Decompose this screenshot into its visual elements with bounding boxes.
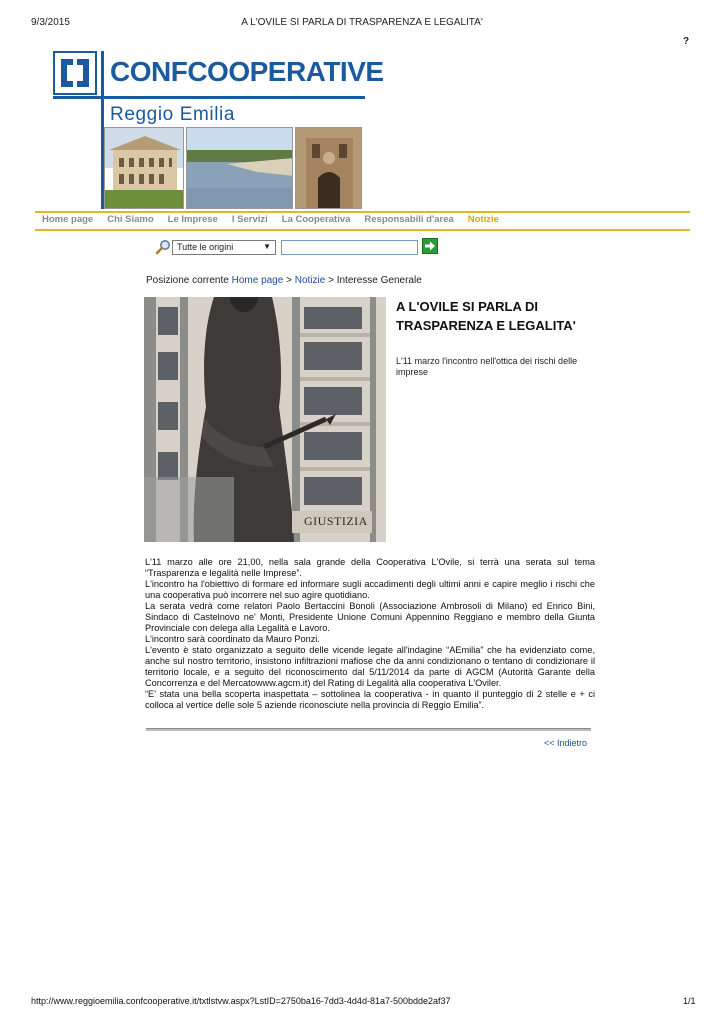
breadcrumb-notizie-link[interactable]: Notizie: [294, 275, 326, 286]
nav-border-bottom: [35, 229, 690, 231]
nav-item-home[interactable]: Home page: [42, 214, 94, 225]
main-nav: [42, 214, 513, 225]
paragraph: L'evento è stato organizzato a seguito delle vicende legate all'indagine “AEmilia” che ha evidenziato come, anche sul nostro territorio, insistono infiltrazioni mafiose che da anni condizionano o tentano di condizionare il territorio locale, e a seguito del riconoscimento dal 5/11/2014 da parte di AGCM (Autorità Garante della Concorrenza e del Mercatowww.agcm.it) del Rating di Legalità alla cooperativa L'Oviler.: [145, 645, 595, 688]
breadcrumb-current: Interesse Generale: [336, 275, 422, 286]
nav-border-top: [35, 211, 690, 213]
logo-underline: [53, 96, 365, 99]
article-image: [144, 297, 386, 542]
print-footer-url: http://www.reggioemilia.confcooperative.it/txtlstvw.aspx?LstID=2750ba16-7dd3-4d4d-81a7-500bdde2af37: [31, 996, 451, 1006]
origin-select[interactable]: [172, 240, 276, 255]
breadcrumb-home-link[interactable]: Home page: [231, 275, 284, 286]
print-date: 9/3/2015: [31, 17, 70, 28]
logo-region: Reggio Emilia: [110, 104, 236, 125]
search-input[interactable]: [281, 240, 418, 255]
paragraph: “E' stata una bella scoperta inaspettata – sottolinea la cooperativa - in quanto il punteggio di 2 stelle e + ci colloca al vertice delle sole 5 aziende riconosciute nella provincia di Reggio Emilia”.: [145, 689, 595, 710]
article-title: A L'OVILE SI PARLA DI TRASPARENZA E LEGALITA': [396, 299, 576, 333]
image-caption: GIUSTIZIA: [304, 514, 368, 528]
article-subtitle: L'11 marzo l'incontro nell'ottica dei rischi delle imprese: [396, 356, 578, 377]
nav-item-i-servizi[interactable]: I Servizi: [231, 214, 268, 225]
origin-select-value: Tutte le origini: [177, 242, 234, 252]
print-title: A L'OVILE SI PARLA DI TRASPARENZA E LEGALITA': [241, 17, 483, 28]
print-footer-page: 1/1: [683, 996, 696, 1006]
nav-item-la-cooperativa[interactable]: La Cooperativa: [281, 214, 351, 225]
search-icon: [155, 239, 171, 255]
arrow-right-icon: [423, 239, 437, 253]
nav-item-notizie[interactable]: Notizie: [467, 214, 499, 225]
paragraph: L'incontro sarà coordinato da Mauro Ponzi.: [145, 634, 320, 644]
back-link[interactable]: << Indietro: [544, 738, 588, 748]
breadcrumb: Posizione corrente Home page > Notizie > Interesse Generale: [146, 275, 422, 286]
nav-item-responsabili[interactable]: Responsabili d'area: [364, 214, 454, 225]
paragraph: La serata vedrà come relatori Paolo Bertaccini Bonoli (Associazione Ambrosoli di Milano) ed Enrico Bini, Sindaco di Castelnovo ne' Monti, Presidente Unione Comuni Appennino Reggiano e membro della Giunta Provinciale con delega alla Legalità e Lavoro.: [145, 601, 595, 633]
search-go-button[interactable]: [422, 238, 438, 254]
breadcrumb-label: Posizione corrente: [146, 275, 229, 286]
banner-photo-villa: [104, 127, 184, 209]
paragraph: L'11 marzo alle ore 21,00, nella sala grande della Cooperativa L'Ovile, si terrà una serata sul tema “Trasparenza e legalità nelle Imprese”.: [145, 557, 595, 578]
logo-name[interactable]: CONFCOOPERATIVE: [110, 56, 384, 87]
banner-photo-river: [186, 127, 293, 209]
nav-item-le-imprese[interactable]: Le Imprese: [167, 214, 218, 225]
article-body: [145, 557, 595, 711]
print-mark: ?: [683, 36, 690, 47]
content-divider: [146, 728, 591, 731]
banner-photo-cathedral: [295, 127, 362, 209]
paragraph: L'incontro ha l'obiettivo di formare ed informare sugli accadimenti degli ultimi anni e capire meglio i rischi che una cooperativa può incorrere nel suo agire quotidiano.: [145, 579, 595, 600]
chevron-down-icon: ▼: [263, 242, 271, 251]
nav-item-chi-siamo[interactable]: Chi Siamo: [107, 214, 154, 225]
confcooperative-logo-icon[interactable]: [53, 51, 97, 95]
